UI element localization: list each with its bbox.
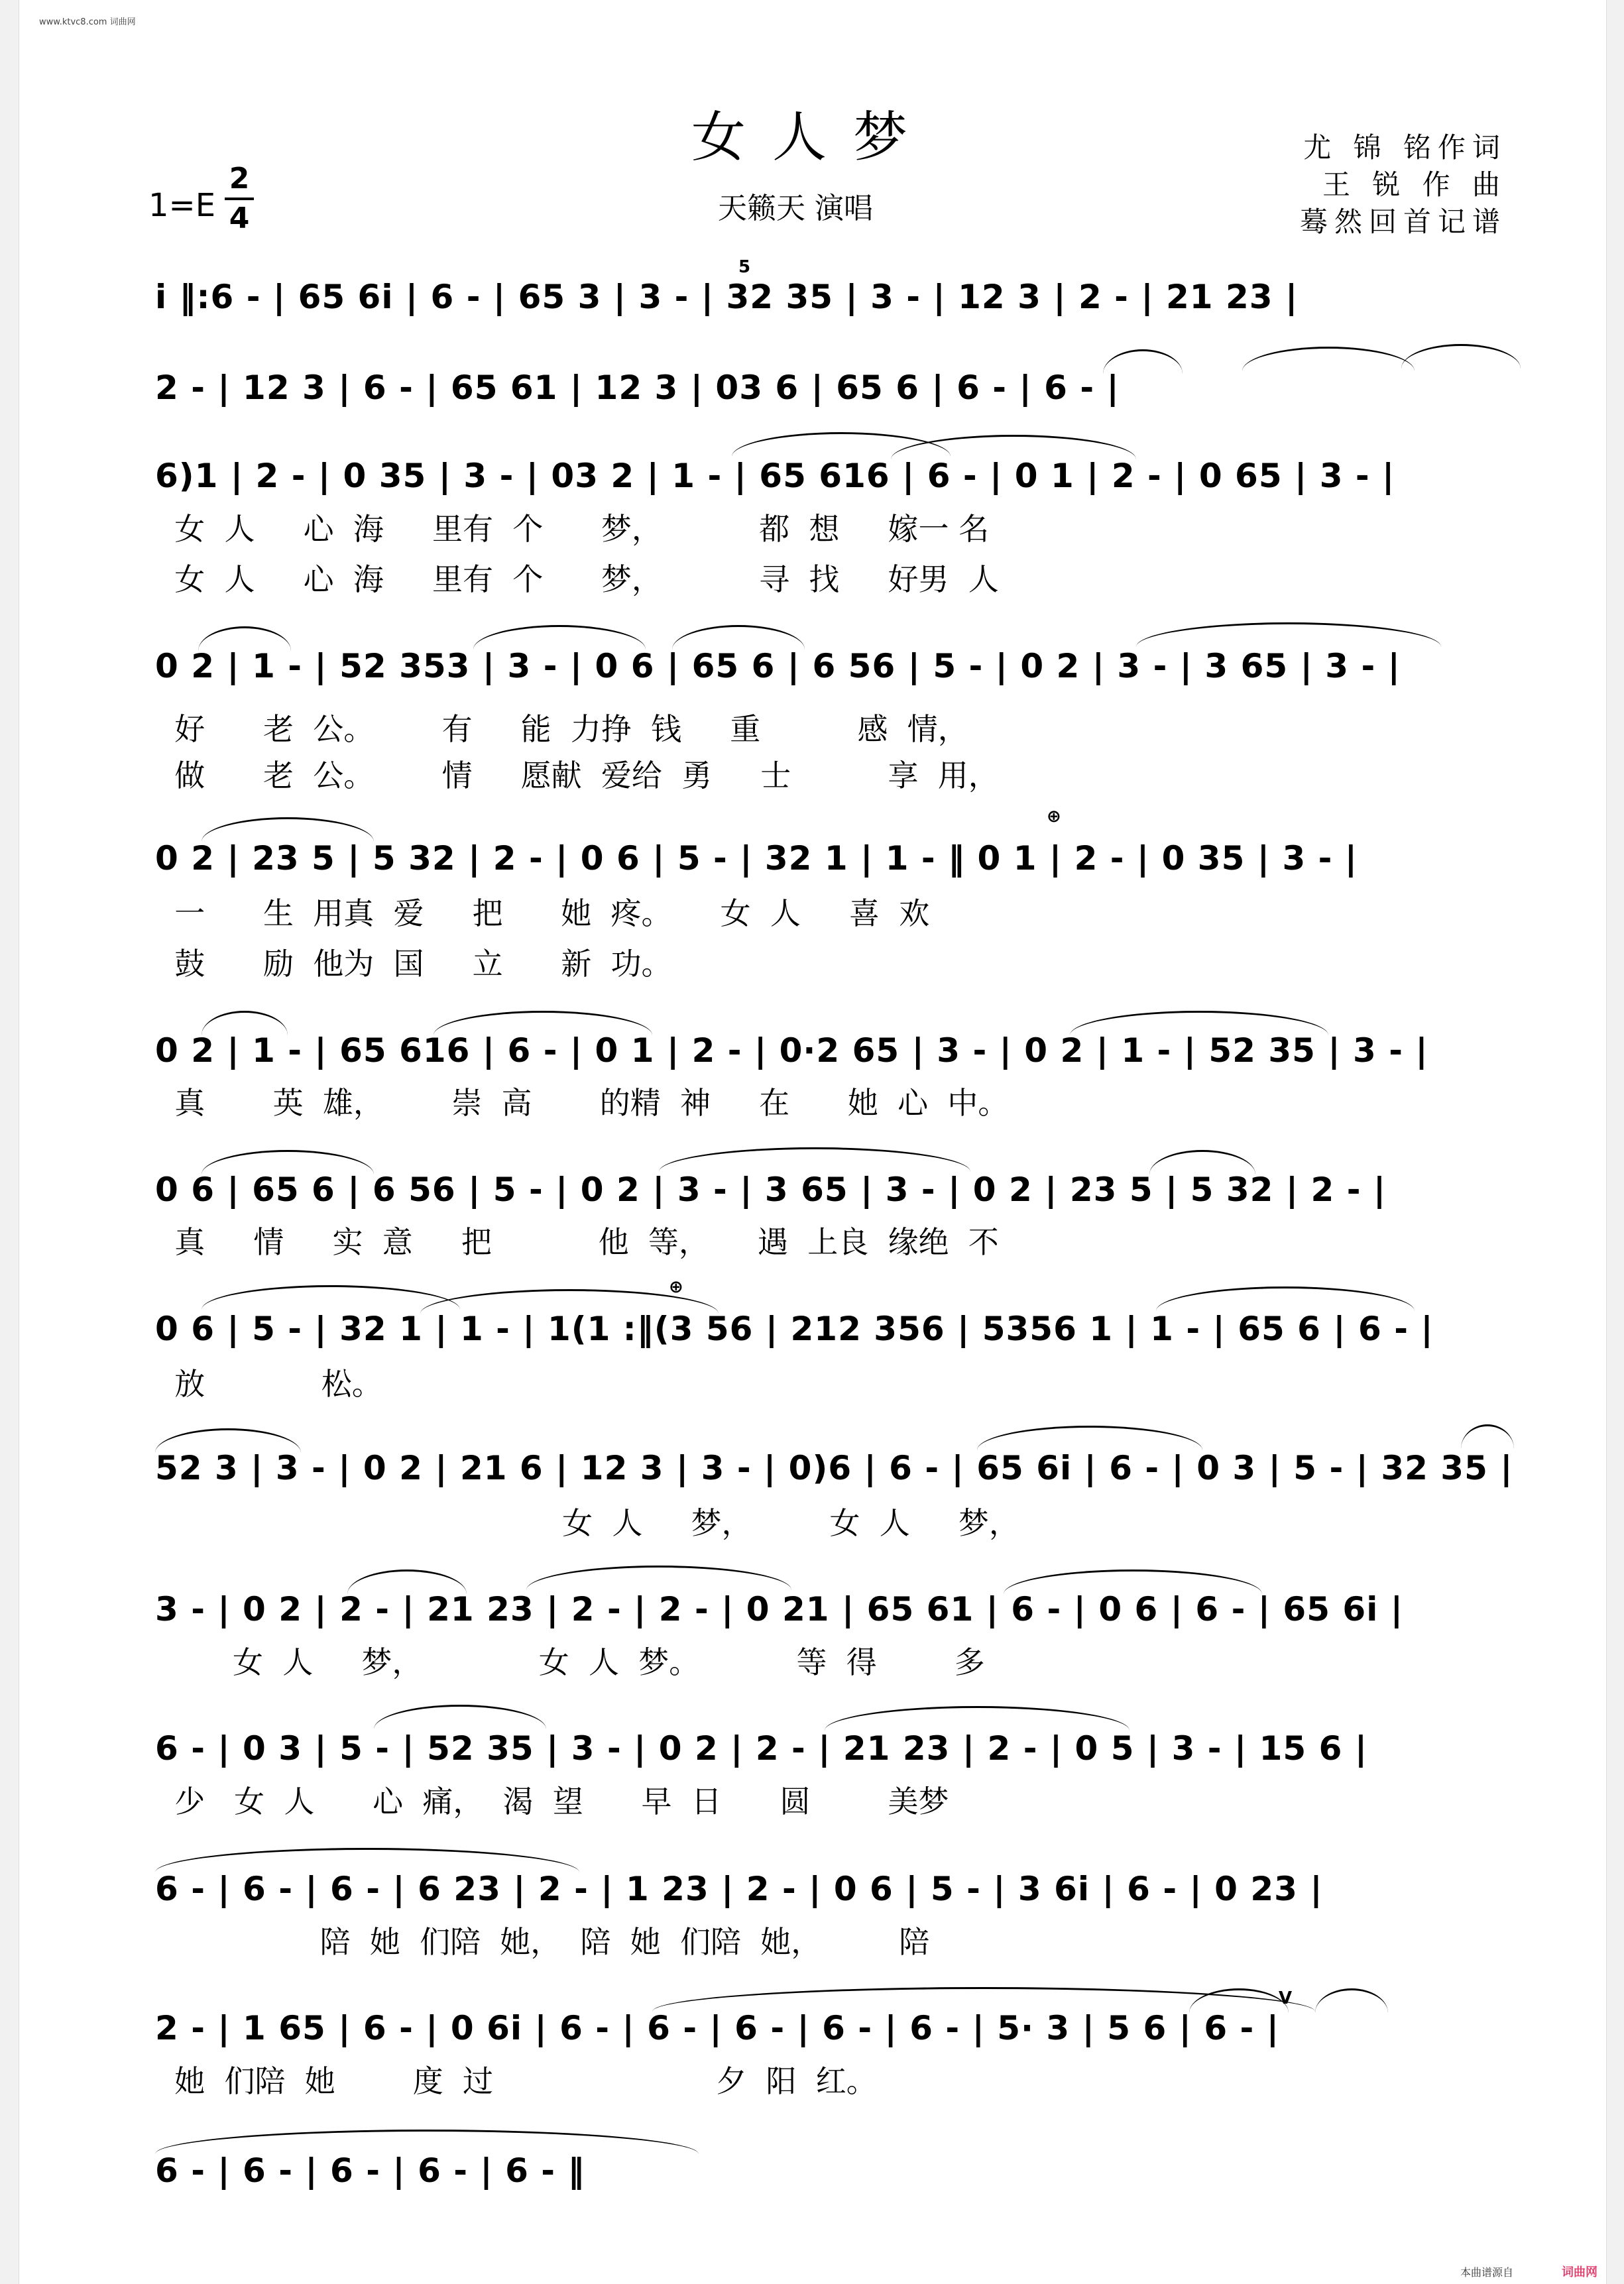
notes-line-5: 0 2 | 23 5 | 5 32 | 2 - | 0 6 | 5 - | 32 1 | 1 - ‖ 0 1 | 2 - | 0 35 | 3 - | xyxy=(155,839,1358,878)
notation-line-3 xyxy=(155,456,1514,495)
lyric-line-4a: 好 老 公。 有 能 力挣 钱 重 感 情， xyxy=(155,711,968,747)
lyric-line-3a: 女 人 心 海 里有 个 梦， 都 想 嫁一 名 xyxy=(155,511,990,547)
notes-line-12: 6 - | 6 - | 6 - | 6 23 | 2 - | 1 23 | 2 - | 0 6 | 5 - | 3 6i | 6 - | 0 23 | xyxy=(155,1870,1323,1908)
lyric-line-4b: 做 老 公。 情 愿献 爱给 勇 士 享 用， xyxy=(155,758,999,793)
slur xyxy=(1189,1988,1289,2013)
notation-line-13 xyxy=(155,1988,1514,2047)
notes-line-6: 0 2 | 1 - | 65 616 | 6 - | 0 1 | 2 - | 0·2 65 | 3 - | 0 2 | 1 - | 52 35 | 3 - | xyxy=(155,1031,1428,1070)
notation-line-11 xyxy=(155,1729,1514,1768)
notes-line-4: 0 2 | 1 - | 52 353 | 3 - | 0 6 | 65 6 | 6 56 | 5 - | 0 2 | 3 - | 3 65 | 3 - | xyxy=(155,647,1401,685)
slur xyxy=(155,1848,579,1872)
slur xyxy=(347,1570,467,1594)
slur xyxy=(1004,1570,1262,1594)
lyricist-credit: 尤 锦 铭作词 xyxy=(1303,131,1507,164)
composer-credit: 王 锐 作 曲 xyxy=(1322,168,1507,201)
site-header: www.ktvc8.com 词曲网 xyxy=(39,17,136,27)
slur xyxy=(202,817,374,842)
breath-mark: V xyxy=(1279,1988,1293,2008)
notes-line-7: 0 6 | 65 6 | 6 56 | 5 - | 0 2 | 3 - | 3 65 | 3 - | 0 2 | 23 5 | 5 32 | 2 - | xyxy=(155,1171,1387,1209)
notation-line-5 xyxy=(155,807,1514,878)
slur xyxy=(1461,1424,1514,1449)
slur xyxy=(202,1150,374,1174)
notation-line-9 xyxy=(155,1448,1514,1487)
time-signature xyxy=(225,162,254,236)
time-signature-top: 2 xyxy=(229,162,250,196)
notes-line-1: i ‖:6 - | 65 6i | 6 - | 65 3 | 3 - | 32 35 | 3 - | 12 3 | 2 - | 21 23 | xyxy=(155,278,1299,316)
lyric-line-10: 女 人 梦， 女 人 梦。 等 得 多 xyxy=(155,1644,985,1680)
notes-line-11: 6 - | 0 3 | 5 - | 52 35 | 3 - | 0 2 | 2 - | 21 23 | 2 - | 0 5 | 3 - | 15 6 | xyxy=(155,1729,1368,1768)
slur xyxy=(434,1011,652,1035)
slur xyxy=(1149,1150,1255,1174)
lyric-line-5a: 一 生 用真 爱 把 她 疼。 女 人 喜 欢 xyxy=(155,895,930,931)
lyric-line-7: 真 情 实 意 把 他 等， 遇 上良 缘绝 不 xyxy=(155,1224,999,1260)
notation-line-4 xyxy=(155,646,1514,685)
lyric-line-12: 陪 她 们陪 她， 陪 她 们陪 她， 陪 xyxy=(155,1924,930,1960)
transcriber-credit: 蓦然回首记谱 xyxy=(1299,205,1507,238)
slur xyxy=(526,1566,791,1590)
slur xyxy=(659,1147,970,1172)
notes-line-2: 2 - | 12 3 | 6 - | 65 61 | 12 3 | 03 6 | 65 6 | 6 - | 6 - | xyxy=(155,369,1120,407)
lyric-line-8: 放 松。 xyxy=(155,1366,382,1402)
slur xyxy=(1070,1011,1328,1035)
coda-sign: ⊕ xyxy=(669,1277,683,1297)
slur xyxy=(473,625,646,650)
lyric-line-5b: 鼓 励 他为 国 立 新 功。 xyxy=(155,946,672,982)
coda-sign: ⊕ xyxy=(1047,807,1061,827)
slur xyxy=(1242,347,1415,371)
notation-line-1 xyxy=(155,257,1514,316)
slur xyxy=(374,1705,546,1729)
notes-line-8: 0 6 | 5 - | 32 1 | 1 - | 1(1 :‖(3 56 | 212 356 | 5356 1 | 1 - | 65 6 | 6 - | xyxy=(155,1310,1434,1348)
singer-credit: 天籁天 演唱 xyxy=(718,192,873,225)
notation-line-14 xyxy=(155,2151,1514,2190)
slur xyxy=(155,1428,301,1453)
footer-logo: 词曲网 xyxy=(1562,2265,1597,2279)
notation-line-6 xyxy=(155,1031,1514,1070)
time-signature-bar xyxy=(225,198,254,200)
footer-source: 本曲谱源自 xyxy=(1460,2266,1513,2279)
notation-line-10 xyxy=(155,1589,1514,1628)
lyric-line-6: 真 英 雄， 崇 高 的精 神 在 她 心 中。 xyxy=(155,1085,1009,1121)
slur xyxy=(1315,1988,1388,2013)
notes-line-13: 2 - | 1 65 | 6 - | 0 6i | 6 - | 6 - | 6 - | 6 - | 6 - | 5· 3 | 5 6 | 6 - | xyxy=(155,2009,1279,2047)
slur xyxy=(1156,1286,1415,1311)
lyric-line-3b: 女 人 心 海 里有 个 梦， 寻 找 好男 人 xyxy=(155,561,999,597)
lyric-line-9: 女 人 梦， 女 人 梦， xyxy=(155,1505,1019,1541)
slur xyxy=(202,1285,460,1310)
notes-line-10: 3 - | 0 2 | 2 - | 21 23 | 2 - | 2 - | 0 21 | 65 61 | 6 - | 0 6 | 6 - | 65 6i | xyxy=(155,1590,1404,1628)
lyric-line-13: 她 们陪 她 度 过 夕 阳 红。 xyxy=(155,2063,877,2099)
notation-line-7 xyxy=(155,1170,1514,1209)
slur xyxy=(202,1011,288,1035)
slur xyxy=(1136,622,1441,647)
notation-line-8 xyxy=(155,1277,1514,1348)
slur xyxy=(891,435,1136,459)
song-title: 女人梦 xyxy=(691,106,934,169)
slur xyxy=(825,1706,1130,1731)
slur xyxy=(672,625,805,650)
notes-line-9: 52 3 | 3 - | 0 2 | 21 6 | 12 3 | 3 - | 0)6 | 6 - | 65 6i | 6 - | 0 3 | 5 - | 32 35 | xyxy=(155,1449,1513,1487)
grace-note: 5 xyxy=(738,257,751,277)
notation-line-12 xyxy=(155,1869,1514,1908)
time-signature-bottom: 4 xyxy=(229,201,250,235)
slur xyxy=(155,2130,699,2154)
score-sheet xyxy=(19,0,1607,2284)
slur xyxy=(977,1426,1202,1450)
slur xyxy=(198,626,291,651)
notes-line-3: 6)1 | 2 - | 0 35 | 3 - | 03 2 | 1 - | 65 616 | 6 - | 0 1 | 2 - | 0 65 | 3 - | xyxy=(155,457,1395,495)
lyric-line-11: 少 女 人 心 痛， 渴 望 早 日 圆 美梦 xyxy=(155,1784,949,1819)
notes-line-14: 6 - | 6 - | 6 - | 6 - | 6 - ‖ xyxy=(155,2151,585,2190)
notation-line-2 xyxy=(155,368,1514,407)
key-signature: 1=E xyxy=(148,187,216,224)
slur xyxy=(1103,349,1183,374)
slur xyxy=(1401,344,1521,369)
